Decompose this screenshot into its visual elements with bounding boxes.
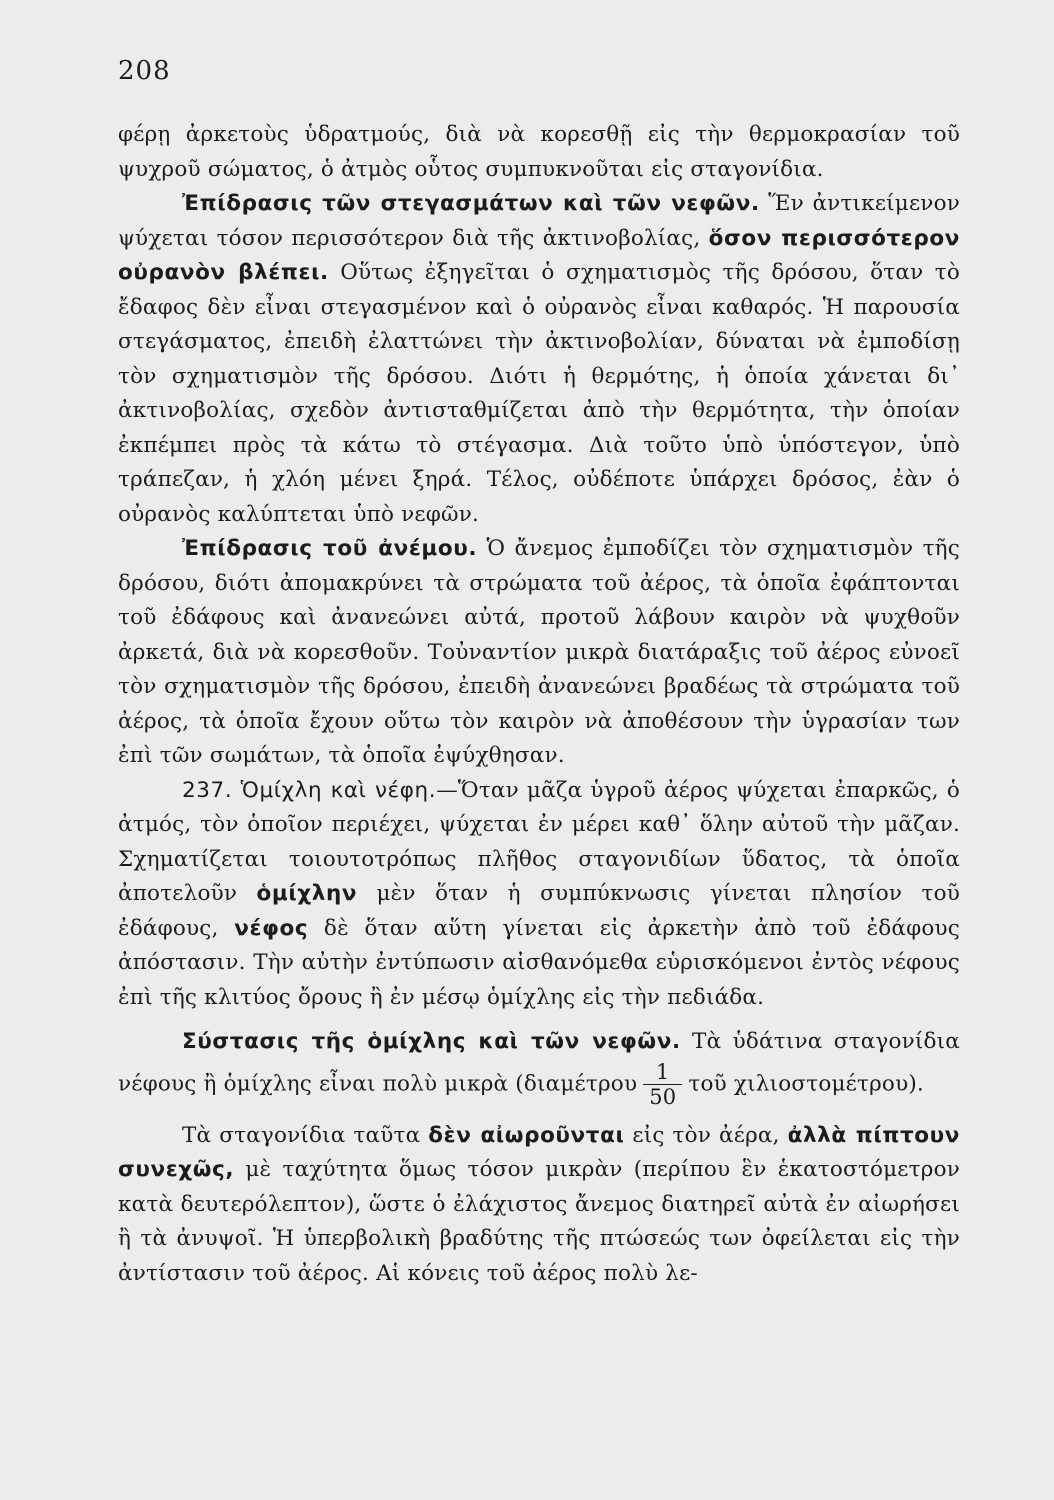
paragraph-composition [118,1025,960,1109]
emphasis-fog: ὁμίχλην [256,881,358,906]
section-heading-composition: Σύστασις τῆς ὁμίχλης καὶ τῶν νεφῶν. [182,1029,681,1054]
page-body [118,118,960,1291]
emphasis-fall-continuously: ἀλλὰ πίπτουν συνεχῶς, [118,1122,960,1182]
emphasis-not-suspended: δὲν αἰωροῦνται [428,1122,625,1148]
paragraph-text: Τὰ σταγονίδια ταῦτα [182,1122,429,1148]
section-heading-shelter: Ἐπίδρασις τῶν στεγασμάτων καὶ τῶν νεφῶν. [182,191,760,216]
paragraph-fog-clouds [118,774,960,1016]
paragraph-text: εἰς τὸν ἀέρα, [624,1122,788,1148]
paragraph-wind-effect [118,532,960,774]
fraction-denominator: 50 [649,1084,677,1109]
section-heading-wind: Ἐπίδρασις τοῦ ἀνέμου. [182,536,478,561]
paragraph-text: Τὰ ὑδάτινα σταγονίδια νέφους ἢ ὁμίχλης εἶναι πολὺ μικρὰ (διαμέτρου [118,1029,961,1096]
page-number: 208 [118,56,171,86]
paragraph-text: —Ὅταν μᾶζα ὑγροῦ ἀέρος ψύχεται ἐπαρκῶς, ὁ ἀτμός, τὸν ὁποῖον περιέχει, ψύχεται ἐν μέρει καθ᾽ ὅλην αὐτοῦ τὴν μᾶζαν. Σχηματίζεται τοιουτοτρόπως πλῆθος σταγονιδίων ὕδατος, τὰ ὁποῖα ἀποτελοῦν [118,777,960,906]
paragraph-shelter-effect [118,187,960,532]
paragraph-droplets [118,1119,960,1292]
paragraph-text: Ὁ ἄνεμος ἐμποδίζει τὸν σχηματισμὸν τῆς δρόσου, διότι ἀπομακρύνει τὰ στρώματα τοῦ ἀέρος, τὰ ὁποῖα ἐφάπτονται τοῦ ἐδάφους καὶ ἀνανεώνει αὐτά, προτοῦ λάβουν καιρὸν νὰ ψυχθοῦν ἀρκετά, διὰ νὰ κορεσθοῦν. Τοὐναντίον μικρὰ διατάραξις τοῦ ἀέρος εὐνοεῖ τὸν σχηματισμὸν τῆς δρόσου, ἐπειδὴ ἀνανεώνει βραδέως τὰ στρώματα τοῦ ἀέρος, τὰ ὁποῖα ἔχουν οὕτω τὸν καιρὸν νὰ ἀποθέσουν τὴν ὑγρασίαν των ἐπὶ τῶν σωμάτων, τὰ ὁποῖα ἐψύχθησαν. [118,536,960,768]
paragraph-text: φέρῃ ἀρκετοὺς ὑδρατμούς, διὰ νὰ κορεσθῇ εἰς τὴν θερμοκρασίαν τοῦ ψυχροῦ σώματος, ὁ ἀτμὸς οὗτος συμπυκνοῦται εἰς σταγονίδια. [118,122,960,182]
paragraph-text: μὲν ὅταν ἡ συμπύκνωσις γίνεται πλησίον τοῦ ἐδάφους, [118,881,961,941]
paragraph-text: τοῦ χιλιοστομέτρου). [688,1071,924,1096]
emphasis-cloud: νέφος [234,915,309,941]
paragraph-text: Οὕτως ἐξηγεῖται ὁ σχηματισμὸς τῆς δρόσου, ὅταν τὸ ἔδαφος δὲν εἶναι στεγασμένον καὶ ὁ οὐρανὸς εἶναι καθαρός. Ἡ παρουσία στεγάσματος, ἐπειδὴ ἐλαττώνει τὴν ἀκτινοβολίαν, δύναται νὰ ἐμποδίσῃ τὸν σχηματισμὸν τῆς δρόσου. Διότι ἡ θερμότης, ἡ ὁποία χάνεται δι᾽ ἀκτινοβολίας, σχεδὸν ἀντισταθμίζεται ἀπὸ τὴν θερμότητα, τὴν ὁποίαν ἐκπέμπει πρὸς τὰ κάτω τὸ στέγασμα. Διὰ τοῦτο ὑπὸ ὑπόστεγον, ὑπὸ τράπεζαν, ἡ χλόη μένει ξηρά. Τέλος, οὐδέποτε ὑπάρχει δρόσος, ἐὰν ὁ οὐρανὸς καλύπτεται ὑπὸ νεφῶν. [118,260,960,527]
section-heading-fog: 237. Ὁμίχλη καὶ νέφη. [182,777,437,803]
emphasis-text: ὅσον περισσότερον οὐρανὸν βλέπει. [118,225,960,285]
paragraph-text: μὲ ταχύτητα ὅμως τόσον μικρὰν (περίπου ἓν ἑκατοστόμετρον κατὰ δευτερόλεπτον), ὥστε ὁ ἐλάχιστος ἄνεμος διατηρεῖ αὐτὰ ἐν αἰωρήσει ἢ τὰ ἀνυψοῖ. Ἡ ὑπερβολικὴ βραδύτης τῆς πτώσεώς των ὀφείλεται εἰς τὴν ἀντίστασιν τοῦ ἀέρος. Αἱ κόνεις τοῦ ἀέρος πολὺ λε- [118,1157,960,1286]
fraction [643,1060,682,1109]
paragraph-text: Ἕν ἀντικείμενον ψύχεται τόσον περισσότερον διὰ τῆς ἀκτινοβολίας, [118,191,960,251]
paragraph-text: δὲ ὅταν αὕτη γίνεται εἰς ἀρκετὴν ἀπὸ τοῦ ἐδάφους ἀπόστασιν. Τὴν αὐτὴν ἐντύπωσιν αἰσθανόμεθα εὑρισκόμενοι ἐντὸς νέφους ἐπὶ τῆς κλιτύος ὄρους ἢ ἐν μέσῳ ὁμίχλης εἰς τὴν πεδιάδα. [118,915,960,1010]
fraction-numerator: 1 [643,1060,682,1085]
paragraph-continuation [118,118,960,187]
